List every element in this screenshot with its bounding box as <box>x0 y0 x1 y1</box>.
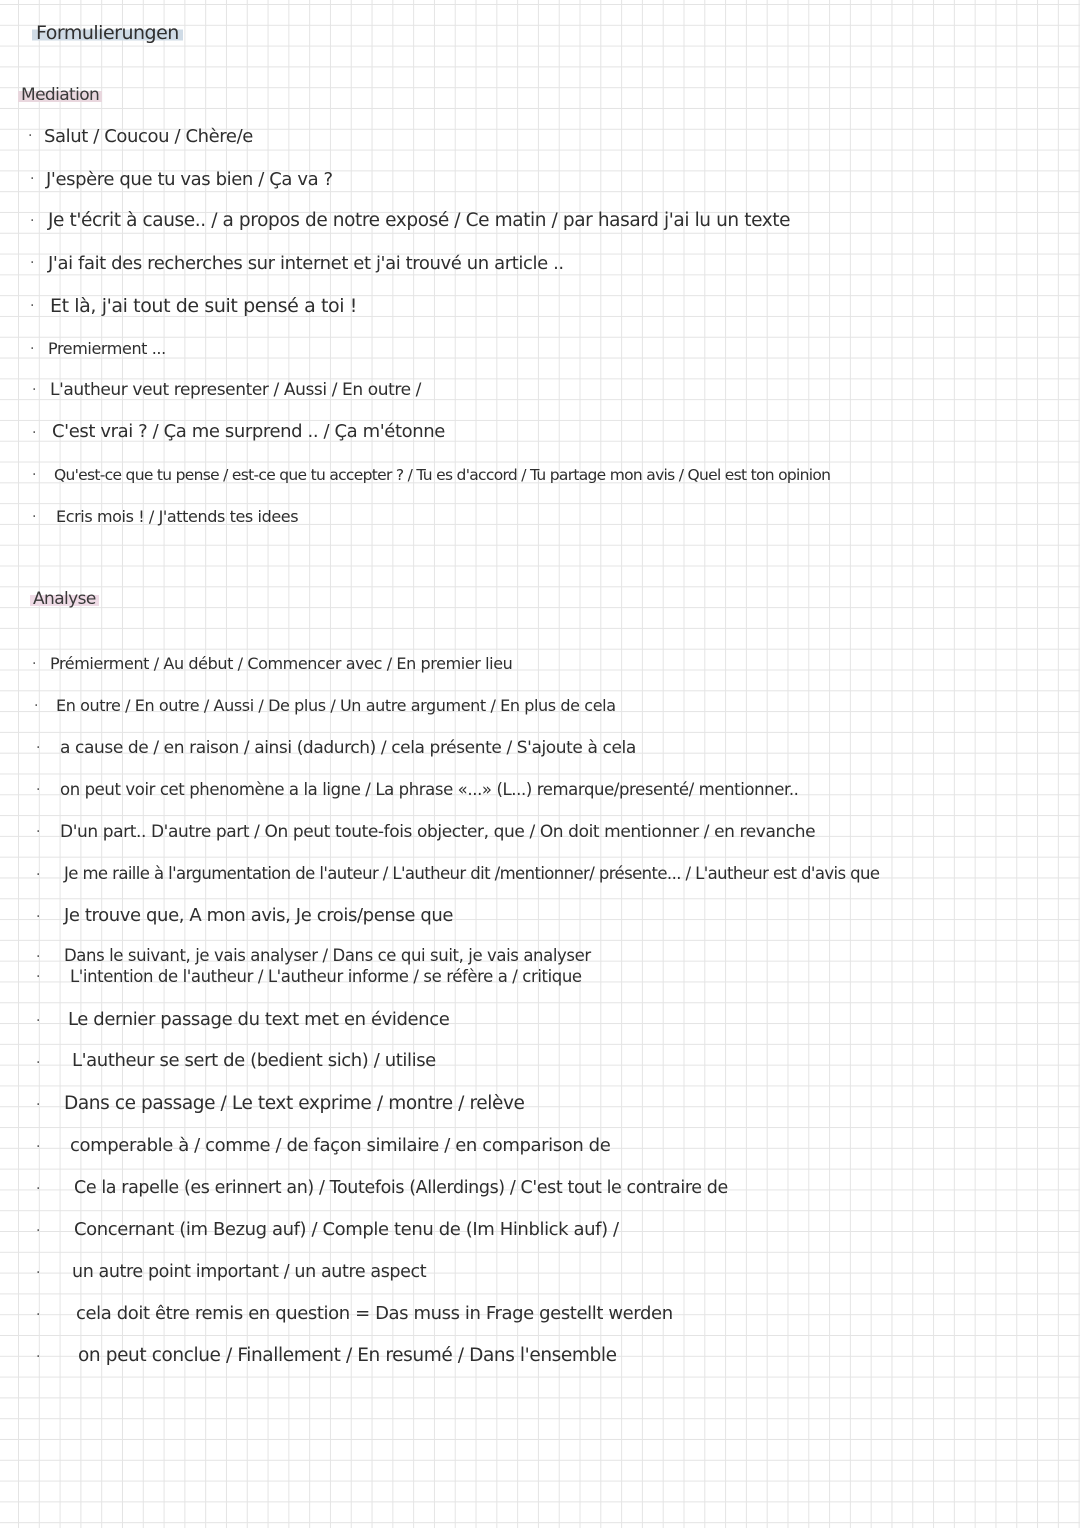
bullet-icon: · <box>32 382 37 398</box>
bullet-icon: · <box>36 1139 41 1155</box>
list-item-text: comperable à / comme / de façon similaire / en comparison de <box>70 1135 611 1156</box>
bullet-icon: · <box>30 171 35 187</box>
bullet-icon: · <box>36 1097 41 1113</box>
bullet-icon: · <box>36 740 41 756</box>
list-item-text: cela doit être remis en question = Das muss in Frage gestellt werden <box>76 1303 673 1324</box>
list-item-text: J'ai fait des recherches sur internet et j'ai trouvé un article .. <box>48 253 564 274</box>
bullet-icon: · <box>32 425 37 441</box>
bullet-icon: · <box>36 909 41 925</box>
list-item-text: En outre / En outre / Aussi / De plus / Un autre argument / En plus de cela <box>56 696 616 715</box>
section-heading-analyse: Analyse <box>30 589 99 609</box>
list-item-text: Qu'est-ce que tu pense / est-ce que tu accepter ? / Tu es d'accord / Tu partage mon avis / Quel est ton opinion <box>54 466 831 484</box>
list-item-text: Premierment ... <box>48 339 166 358</box>
list-item-text: L'autheur se sert de (bedient sich) / utilise <box>72 1050 436 1071</box>
list-item-text: Et là, j'ai tout de suit pensé a toi ! <box>50 295 357 317</box>
list-item-text: C'est vrai ? / Ça me surprend .. / Ça m'étonne <box>52 421 445 442</box>
bullet-icon: · <box>30 341 35 357</box>
list-item-text: on peut conclue / Finallement / En resumé / Dans l'ensemble <box>78 1345 617 1366</box>
list-item-text: Prémierment / Au début / Commencer avec / En premier lieu <box>50 654 513 673</box>
list-item-text: Dans ce passage / Le text exprime / montre / relève <box>64 1093 525 1114</box>
list-item-text: J'espère que tu vas bien / Ça va ? <box>46 169 333 190</box>
list-item-text: Salut / Coucou / Chère/e <box>44 126 253 147</box>
list-item-text: Dans le suivant, je vais analyser / Dans ce qui suit, je vais analyser <box>64 946 591 965</box>
list-item-text: Ce la rapelle (es erinnert an) / Toutefois (Allerdings) / C'est tout le contraire de <box>74 1178 728 1198</box>
bullet-icon: · <box>36 824 41 840</box>
list-item-text: Le dernier passage du text met en évidence <box>68 1009 450 1030</box>
bullet-icon: · <box>36 782 41 798</box>
list-item-text: Concernant (im Bezug auf) / Comple tenu de (Im Hinblick auf) / <box>74 1219 619 1240</box>
bullet-icon: · <box>36 1055 41 1071</box>
bullet-icon: · <box>30 255 35 271</box>
list-item-text: on peut voir cet phenomène a la ligne / La phrase «...» (L...) remarque/presenté/ mentionner.. <box>60 780 799 799</box>
list-item-text: Je me raille à l'argumentation de l'auteur / L'autheur dit /mentionner/ présente... / L'autheur est d'avis que <box>64 864 880 883</box>
bullet-icon: · <box>36 1013 41 1029</box>
bullet-icon: · <box>36 1265 41 1281</box>
bullet-icon: · <box>32 467 37 483</box>
list-item-text: L'autheur veut representer / Aussi / En outre / <box>50 380 421 400</box>
bullet-icon: · <box>36 1223 41 1239</box>
page-title: Formulierungen <box>32 22 183 44</box>
bullet-icon: · <box>36 1349 41 1365</box>
bullet-icon: · <box>36 867 41 883</box>
list-item-text: D'un part.. D'autre part / On peut toute-fois objecter, que / On doit mentionner / en revanche <box>60 822 816 842</box>
bullet-icon: · <box>28 128 33 144</box>
list-item-text: Je trouve que, A mon avis, Je crois/pense que <box>64 905 454 926</box>
bullet-icon: · <box>32 656 37 672</box>
list-item-text: L'intention de l'autheur / L'autheur informe / se réfère a / critique <box>70 967 582 986</box>
bullet-icon: · <box>32 509 37 525</box>
bullet-icon: · <box>30 213 35 229</box>
list-item-text: Ecris mois ! / J'attends tes idees <box>56 507 299 526</box>
section-heading-mediation: Mediation <box>18 85 102 105</box>
bullet-icon: · <box>36 969 41 985</box>
bullet-icon: · <box>36 949 41 965</box>
list-item-text: Je t'écrit à cause.. / a propos de notre exposé / Ce matin / par hasard j'ai lu un texte <box>48 210 791 231</box>
bullet-icon: · <box>30 298 35 314</box>
bullet-icon: · <box>34 698 39 714</box>
list-item-text: un autre point important / un autre aspect <box>72 1262 427 1282</box>
bullet-icon: · <box>36 1307 41 1323</box>
bullet-icon: · <box>36 1181 41 1197</box>
list-item-text: a cause de / en raison / ainsi (dadurch) / cela présente / S'ajoute à cela <box>60 738 636 758</box>
